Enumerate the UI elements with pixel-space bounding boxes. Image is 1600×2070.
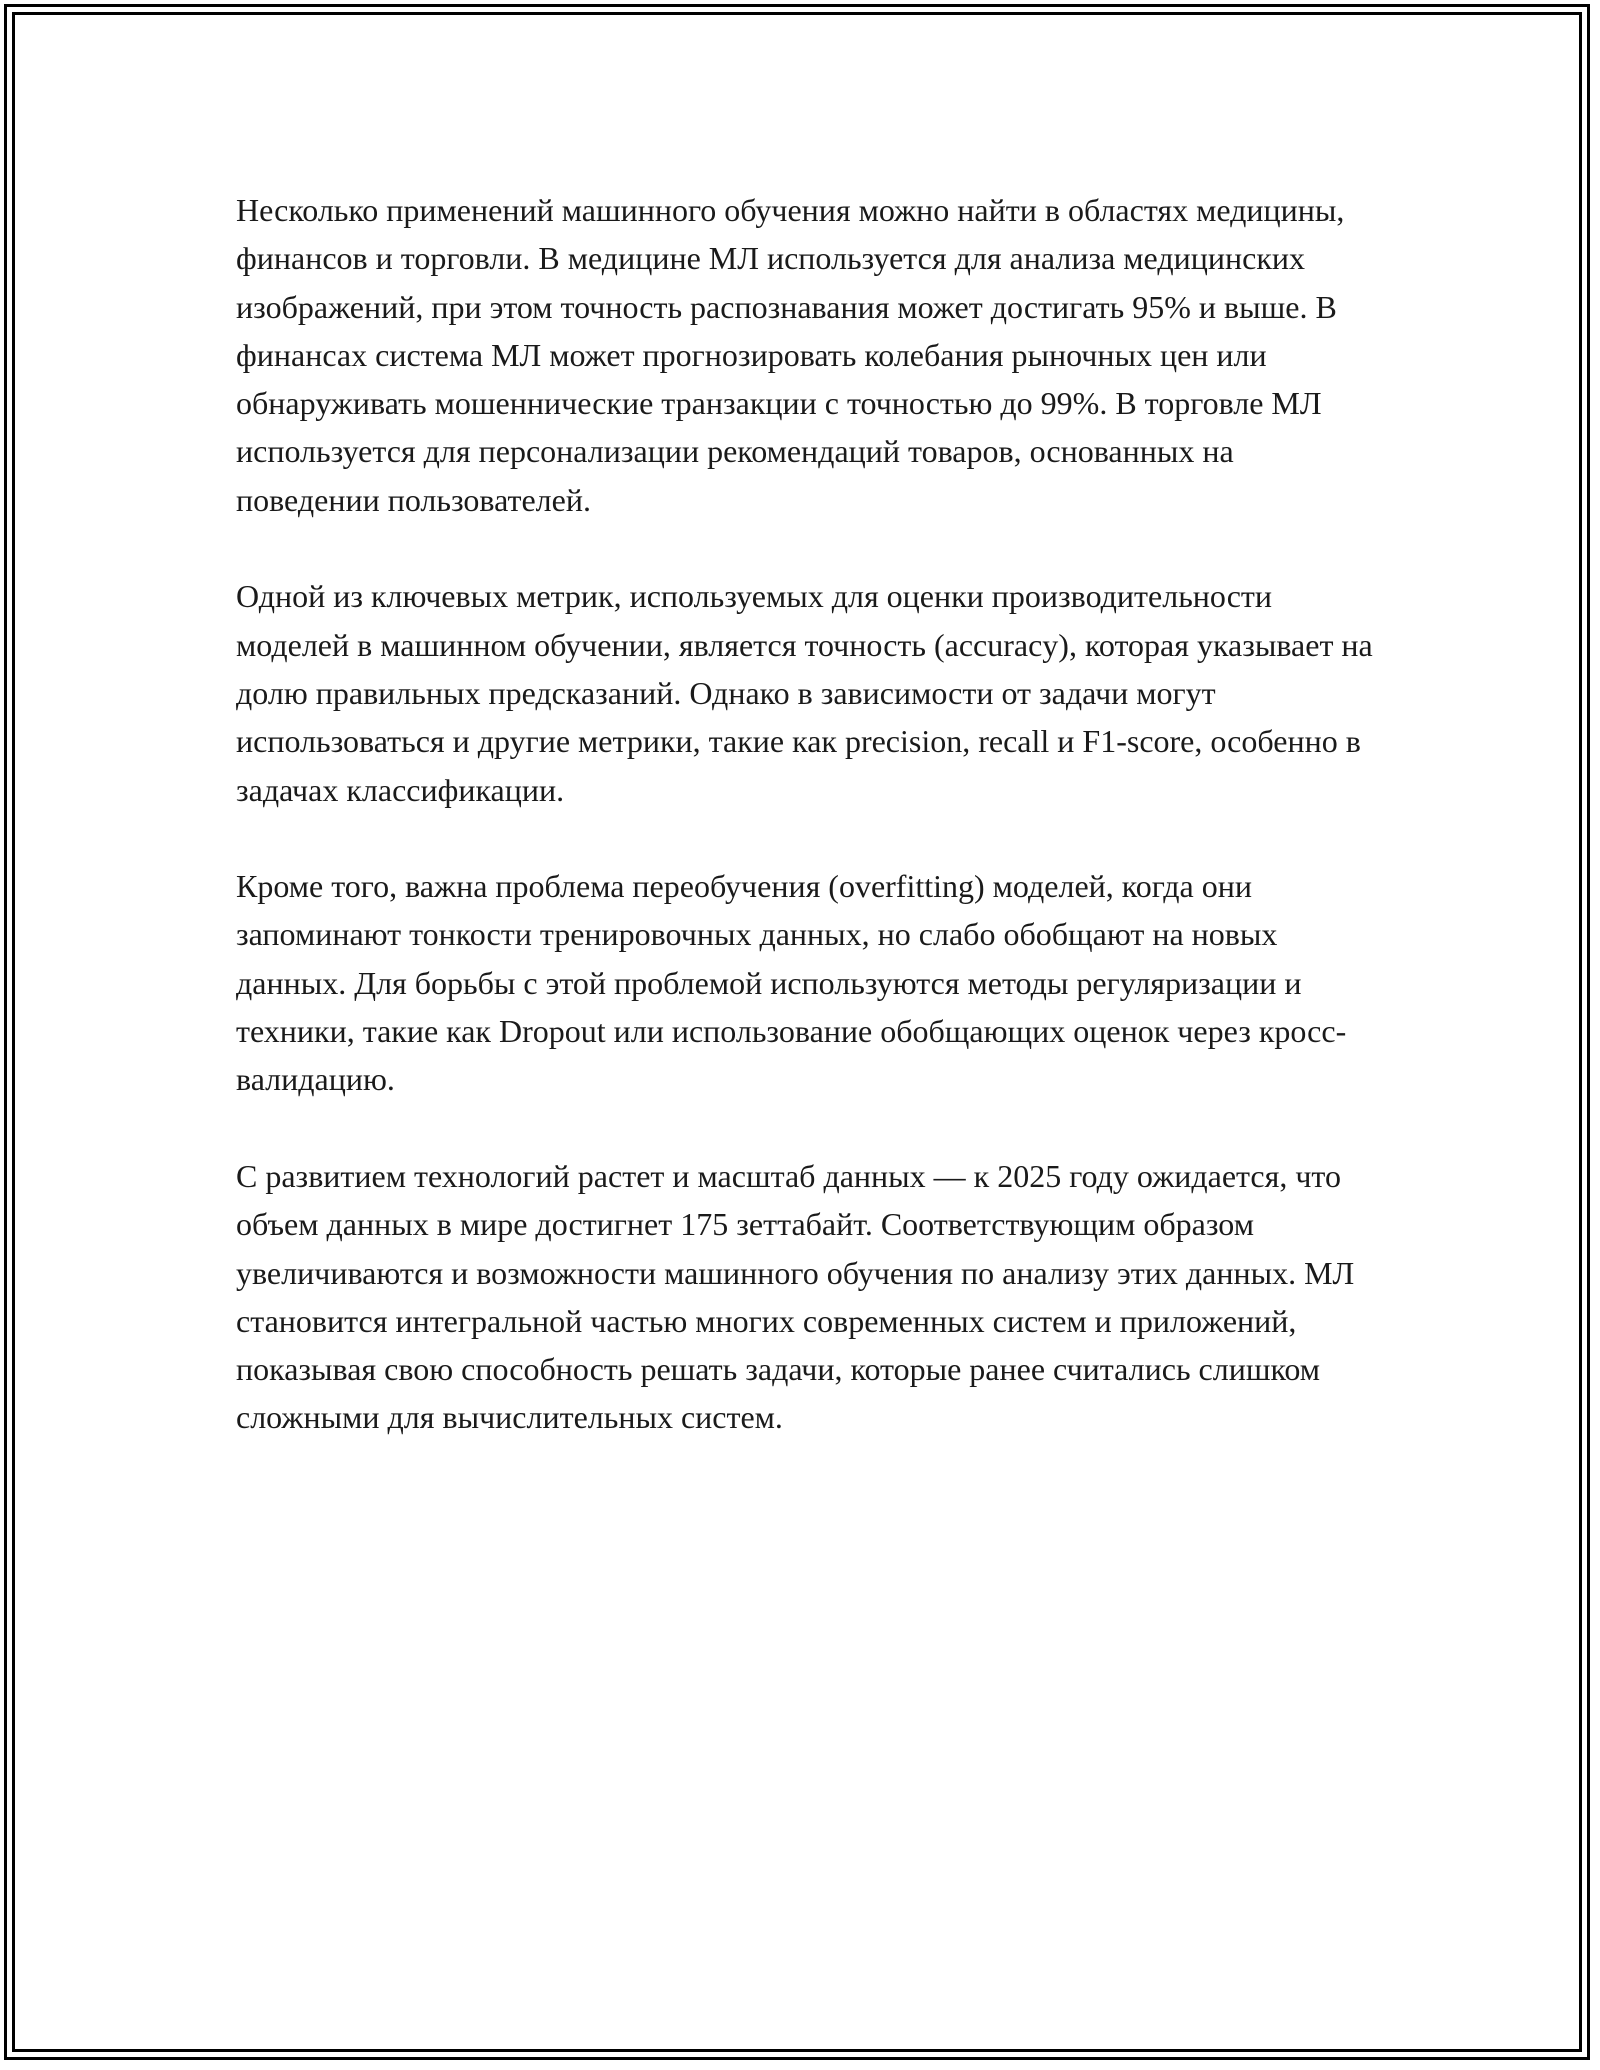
paragraph-ml-metrics: Одной из ключевых метрик, используемых для оценки производительности моделей в машинном обучении, является точность (accuracy), которая указывает на долю правильных предсказаний. Однако в зависимости от задачи могут использоваться и другие метрики, такие как precision, recall и F1-score, особенно в задачах классификации. xyxy=(236,578,1373,808)
paragraph-data-growth: С развитием технологий растет и масштаб данных — к 2025 году ожидается, что объем данных в мире достигнет 175 зеттабайт. Соответствующим образом увеличиваются и возможности машинного обучения по анализу этих данных. МЛ становится интегральной частью многих современных систем и приложений, показывая свою способность решать задачи, которые ранее считались слишком сложными для вычислительных систем. xyxy=(236,1157,1355,1436)
paragraph-overfitting: Кроме того, важна проблема переобучения (overfitting) моделей, когда они запоминают тонкости тренировочных данных, но слабо обобщают на новых данных. Для борьбы с этой проблемой используются методы регуляризации и техники, такие как Dropout или использование обобщающих оценок через кросс-валидацию. xyxy=(236,868,1347,1098)
paragraph-ml-applications: Несколько применений машинного обучения можно найти в областях медицины, финансов и торговли. В медицине МЛ используется для анализа медицинских изображений, при этом точность распознавания может достигать 95% и выше. В финансах система МЛ может прогнозировать колебания рыночных цен или обнаруживать мошеннические транзакции с точностью до 99%. В торговле МЛ используется для персонализации рекомендаций товаров, основанных на поведении пользователей. xyxy=(236,192,1345,518)
document-body xyxy=(236,186,1376,1490)
